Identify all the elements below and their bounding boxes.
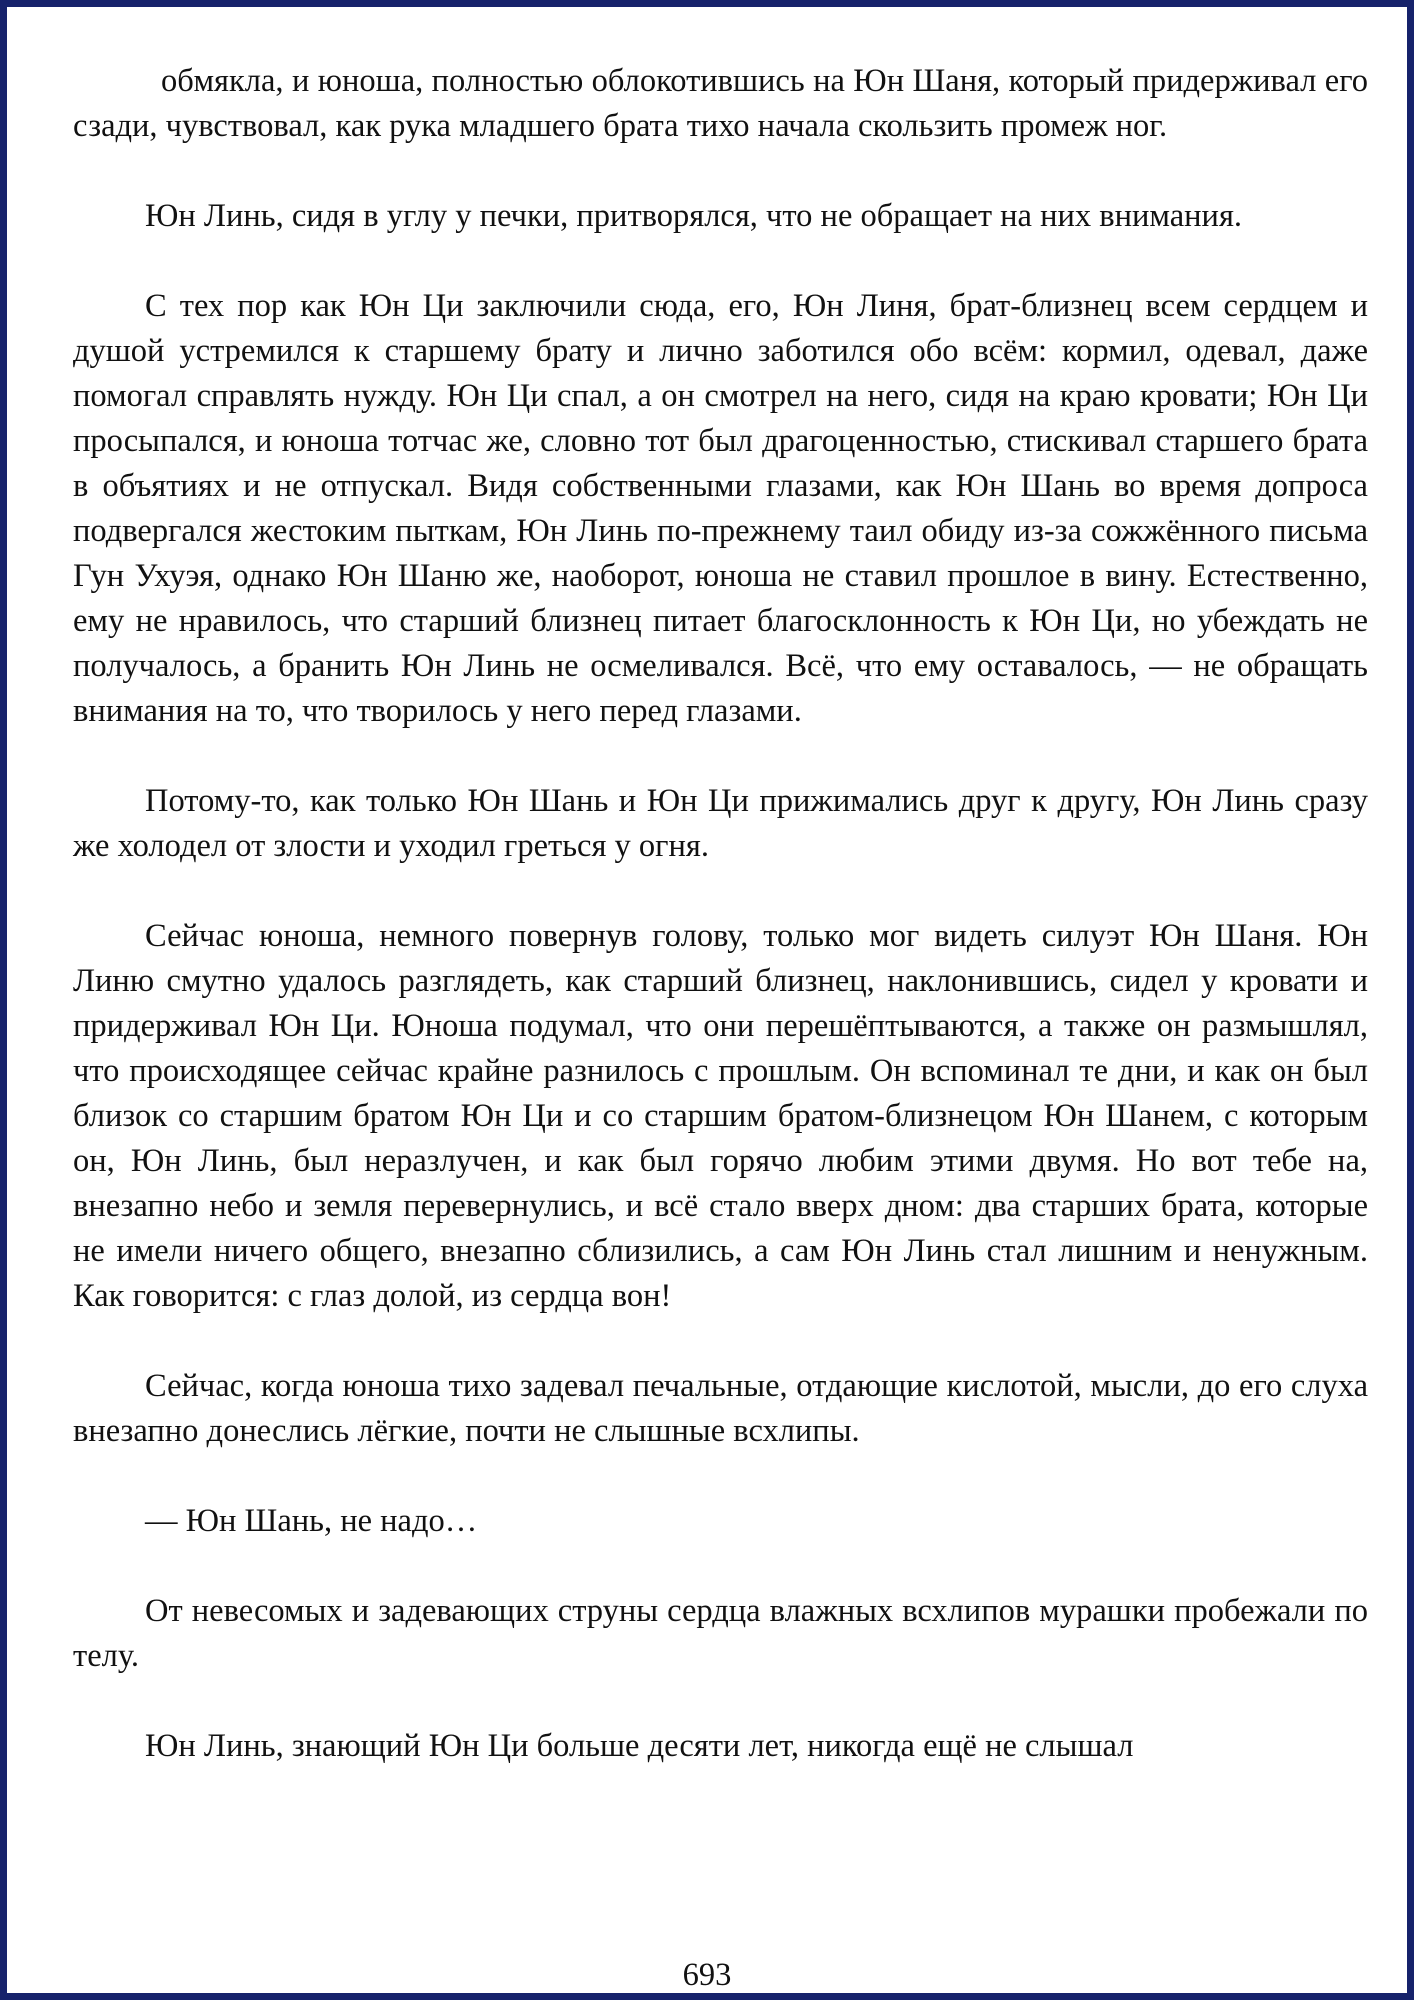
paragraph: Юн Линь, знающий Юн Ци больше десяти лет, никогда ещё не слышал bbox=[145, 1728, 1134, 1764]
paragraph: Сейчас, когда юноша тихо задевал печальные, отдающие кислотой, мысли, до его слуха внезапно донеслись лёгкие, почти не слышные всхлипы. bbox=[73, 1368, 1368, 1449]
paragraph: Сейчас юноша, немного повернув голову, только мог видеть силуэт Юн Шаня. Юн Линю смутно удалось разглядеть, как старший близнец, наклонившись, сидел у кровати и придерживал Юн Ци. Юноша подумал, что они перешёптываются, а также он размышлял, что происходящее сейчас крайне разнилось с прошлым. Он вспоминал те дни, и как он был близок со старшим братом Юн Ци и со старшим братом-близнецом Юн Шанем, с которым он, Юн Линь, был неразлучен, и как был горячо любим этими двумя. Но вот тебе на, внезапно небо и земля перевернулись, и всё стало вверх дном: два старших брата, которые не имели ничего общего, внезапно сблизились, а сам Юн Линь стал лишним и ненужным. Как говорится: с глаз долой, из сердца вон! bbox=[73, 918, 1368, 1314]
paragraph: С тех пор как Юн Ци заключили сюда, его, Юн Линя, брат-близнец всем сердцем и душой устремился к старшему брату и лично заботился обо всём: кормил, одевал, даже помогал справлять нужду. Юн Ци спал, а он смотрел на него, сидя на краю кровати; Юн Ци просыпался, и юноша тотчас же, словно тот был драгоценностью, стискивал старшего брата в объятиях и не отпускал. Видя собственными глазами, как Юн Шань во время допроса подвергался жестоким пыткам, Юн Линь по-прежнему таил обиду из-за сожжённого письма Гун Ухуэя, однако Юн Шаню же, наоборот, юноша не ставил прошлое в вину. Естественно, ему не нравилось, что старший близнец питает благосклонность к Юн Ци, но убеждать не получалось, а бранить Юн Линь не осмеливался. Всё, что ему оставалось, — не обращать внимания на то, что творилось у него перед глазами. bbox=[73, 288, 1368, 729]
paragraph: От невесомых и задевающих струны сердца влажных всхлипов мурашки пробежали по телу. bbox=[73, 1593, 1368, 1674]
paragraph: — Юн Шань, не надо… bbox=[145, 1503, 478, 1539]
body-text bbox=[73, 59, 1368, 1814]
page-number: 693 bbox=[682, 1957, 732, 1993]
paragraph: Юн Линь, сидя в углу у печки, притворялся, что не обращает на них внимания. bbox=[145, 198, 1243, 234]
paragraph: обмякла, и юноша, полностью облокотившись на Юн Шаня, который придерживал его сзади, чувствовал, как рука младшего брата тихо начала скользить промеж ног. bbox=[73, 63, 1368, 144]
paragraph: Потому-то, как только Юн Шань и Юн Ци прижимались друг к другу, Юн Линь сразу же холодел от злости и уходил греться у огня. bbox=[73, 783, 1368, 864]
